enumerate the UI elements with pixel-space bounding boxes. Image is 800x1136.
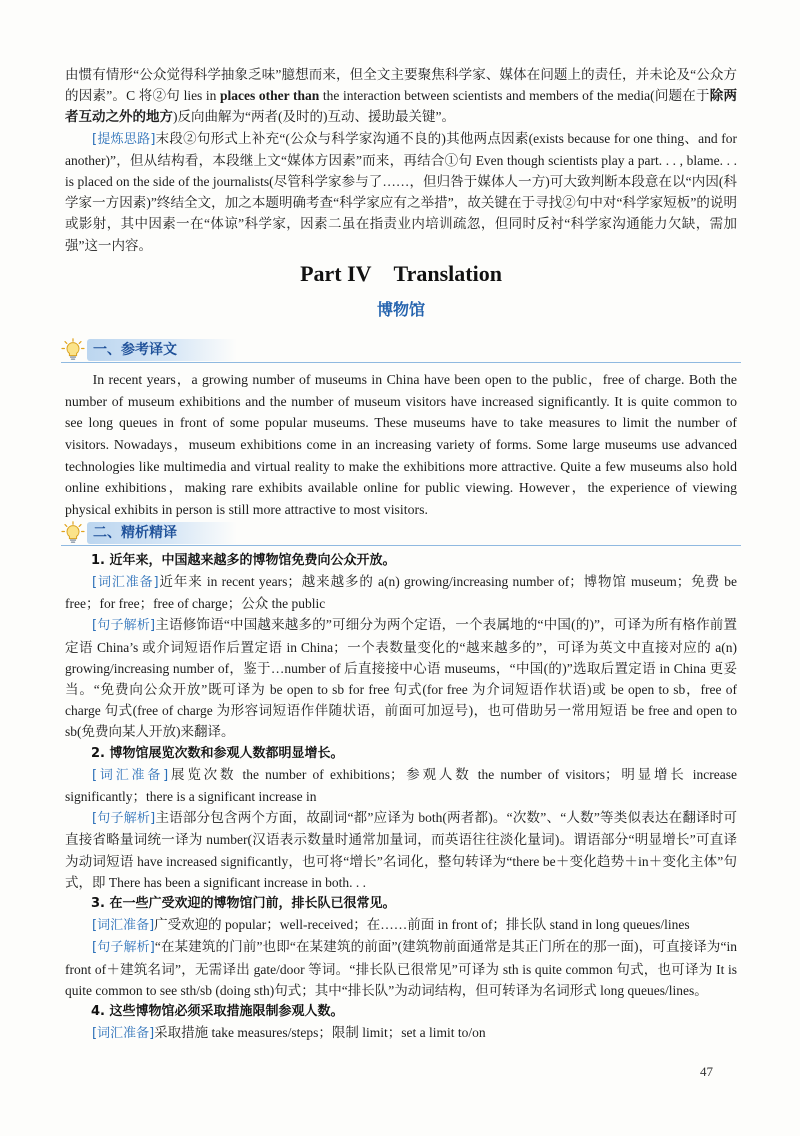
analysis-label: [句子解析] <box>92 940 155 956</box>
idea-text: 末段②句形式上补充“(公众与科学家沟通不良的)其他两点因素(exists because for one thing、and for another)”，但从结构看，本段继上文“媒体方因素”而来，再结合①句 Even though scientists play a part. . . , blame. . . is placed on the side of the journalists(尽管科学家参与了……，但归咎于媒体人一方)可大致判断本段意在以“内因(科学家一方因素)”终结全文，加之本题明确考查“科学家应有之举措”，故关键在于寻找②句中对“科学家短板”的说明或影射，其中因素一在“体谅”科学家，因素二虽在指责业内培训疏忽，但同时反衬“科学家沟通能力欠缺，需加强”这一内容。 <box>65 130 737 253</box>
analysis-paragraph <box>65 614 737 742</box>
part-label: Part IV <box>300 260 372 286</box>
vocab-label: [词汇准备] <box>92 1026 155 1042</box>
lightbulb-icon <box>61 338 85 362</box>
analysis-text: 主语修饰语“中国越来越多的”可细分为两个定语，一个表属地的“中国(的)”，可译为所有格作前置定语 China’s 或介词短语作后置定语 in China；一个表数量变化的“越来越多的”，可译为英文中直接对应的 a(n) growing/increasing number of，鉴于…number of 后直接接中心语 museums，“中国(的)”选取后置定语 in China 更妥当。“免费向公众开放”既可译为 be open to sb for free 句式(for free 为介词短语作状语)或 be open to sb，free of charge 句式(free of charge 为形容词短语作伴随状语，前面可加逗号)，也可借助另一常用短语 be free and open to sb(免费向某人开放)来翻译。 <box>65 617 737 740</box>
vocab-text: 展览次数 the number of exhibitions；参观人数 the number of visitors；明显增长 increase significantly；there is a significant increase in <box>65 766 737 804</box>
analysis-paragraph <box>65 807 737 893</box>
part-title: Translation <box>393 260 502 286</box>
vocab-text: 近年来 in recent years；越来越多的 a(n) growing/increasing number of；博物馆 museum；免费 be free；for free；free of charge；公众 the public <box>65 573 737 612</box>
continuation-paragraph <box>65 64 737 128</box>
analysis-label: [句子解析] <box>92 811 156 827</box>
part-heading <box>65 259 737 289</box>
section-header-reference-translation <box>61 338 741 363</box>
idea-paragraph <box>65 128 737 256</box>
analysis-text: “在某建筑的门前”也即“在某建筑的前面”(建筑物前面通常是其正门所在的那一面)，可直接译为“in front of＋建筑名词”，无需译出 gate/door 等词。“排长队已很常见”可译为 sth is quite common 句式，也可译为 It is quite common to see sth/sb (doing sth)句式；其中“排长队”为动词结构，但可转译为名词形式 long queues/lines。 <box>65 939 737 998</box>
vocab-text: 采取措施 take measures/steps；限制 limit；set a limit to/on <box>154 1025 486 1041</box>
vocab-paragraph <box>65 571 737 614</box>
continuation-text: )反向曲解为“两者(及时的)互动、援助最关键”。 <box>173 109 455 125</box>
vocab-text: 广受欢迎的 popular；well-received；在……前面 in front of；排长队 stand in long queues/lines <box>154 917 690 933</box>
item-title: 1. 近年来，中国越来越多的博物馆免费向公众开放。 <box>91 552 396 568</box>
reference-translation-text: In recent years，a growing number of museums in China have been open to the public，free of charge. Both the number of museum exhibitions and the number of museum visitors have increased significantly. It is quite common to see long queues in front of some popular museums. These museums have to take measures to limit the number of visitors. Nowadays，museum exhibitions come in an increasing variety of forms. Some large museums use advanced technologies like multimedia and virtual reality to make the exhibitions more attractive. Quite a few museums also hold online exhibitions，making rare exhibits available online for public viewing. However，the experience of viewing physical exhibits in person is still more attractive to most visitors. <box>65 371 737 518</box>
item-title: 4. 这些博物馆必须采取措施限制参观人数。 <box>91 1004 344 1020</box>
vocab-label: [词汇准备] <box>92 767 169 783</box>
item-title: 2. 博物馆展览次数和参观人数都明显增长。 <box>91 745 344 761</box>
section-title: 一、参考译文 <box>87 339 237 361</box>
continuation-text: 由惯有情形“公众觉得科学抽象乏味”臆想而来，但全文主要聚焦科学家、媒体在问题上的责任，并未论及“公众方的因素”。C 将②句 lies in <box>65 67 737 104</box>
analysis-paragraph <box>65 936 737 1001</box>
analysis-label: [句子解析] <box>92 618 156 634</box>
topic-title: 博物馆 <box>376 299 425 319</box>
vocab-paragraph <box>65 1022 737 1044</box>
analysis-text: 主语部分包含两个方面，故副词“都”应译为 both(两者都)。“次数”、“人数”等类似表达在翻译时可直接省略量词统一译为 number(汉语表示数量时通常加量词，而英语往往淡化量词)。谓语部分“明显增长”可直译为动词短语 have increased significantly，也可将“增长”名词化，整句转译为“there be＋变化趋势＋in＋变化主体”句式，即 There has been a significant increase in both. . . <box>65 810 737 890</box>
vocab-label: [词汇准备] <box>92 918 155 934</box>
section-title: 二、精析精译 <box>87 522 237 544</box>
vocab-paragraph <box>65 914 737 936</box>
page-content <box>65 64 737 1044</box>
idea-label: [提炼思路] <box>92 131 156 147</box>
vocab-paragraph <box>65 764 737 807</box>
lightbulb-icon <box>61 521 85 545</box>
continuation-text: the interaction between scientists and members of the media(问题在于 <box>319 88 710 104</box>
vocab-label: [词汇准备] <box>92 574 159 590</box>
item-title: 3. 在一些广受欢迎的博物馆门前，排长队已很常见。 <box>91 896 396 911</box>
section-header-analysis <box>61 521 741 546</box>
bold-phrase: places other than <box>220 88 320 104</box>
bold-phrase: 除两者互动之外的地方 <box>65 88 737 125</box>
page-number: 47 <box>700 1064 713 1079</box>
